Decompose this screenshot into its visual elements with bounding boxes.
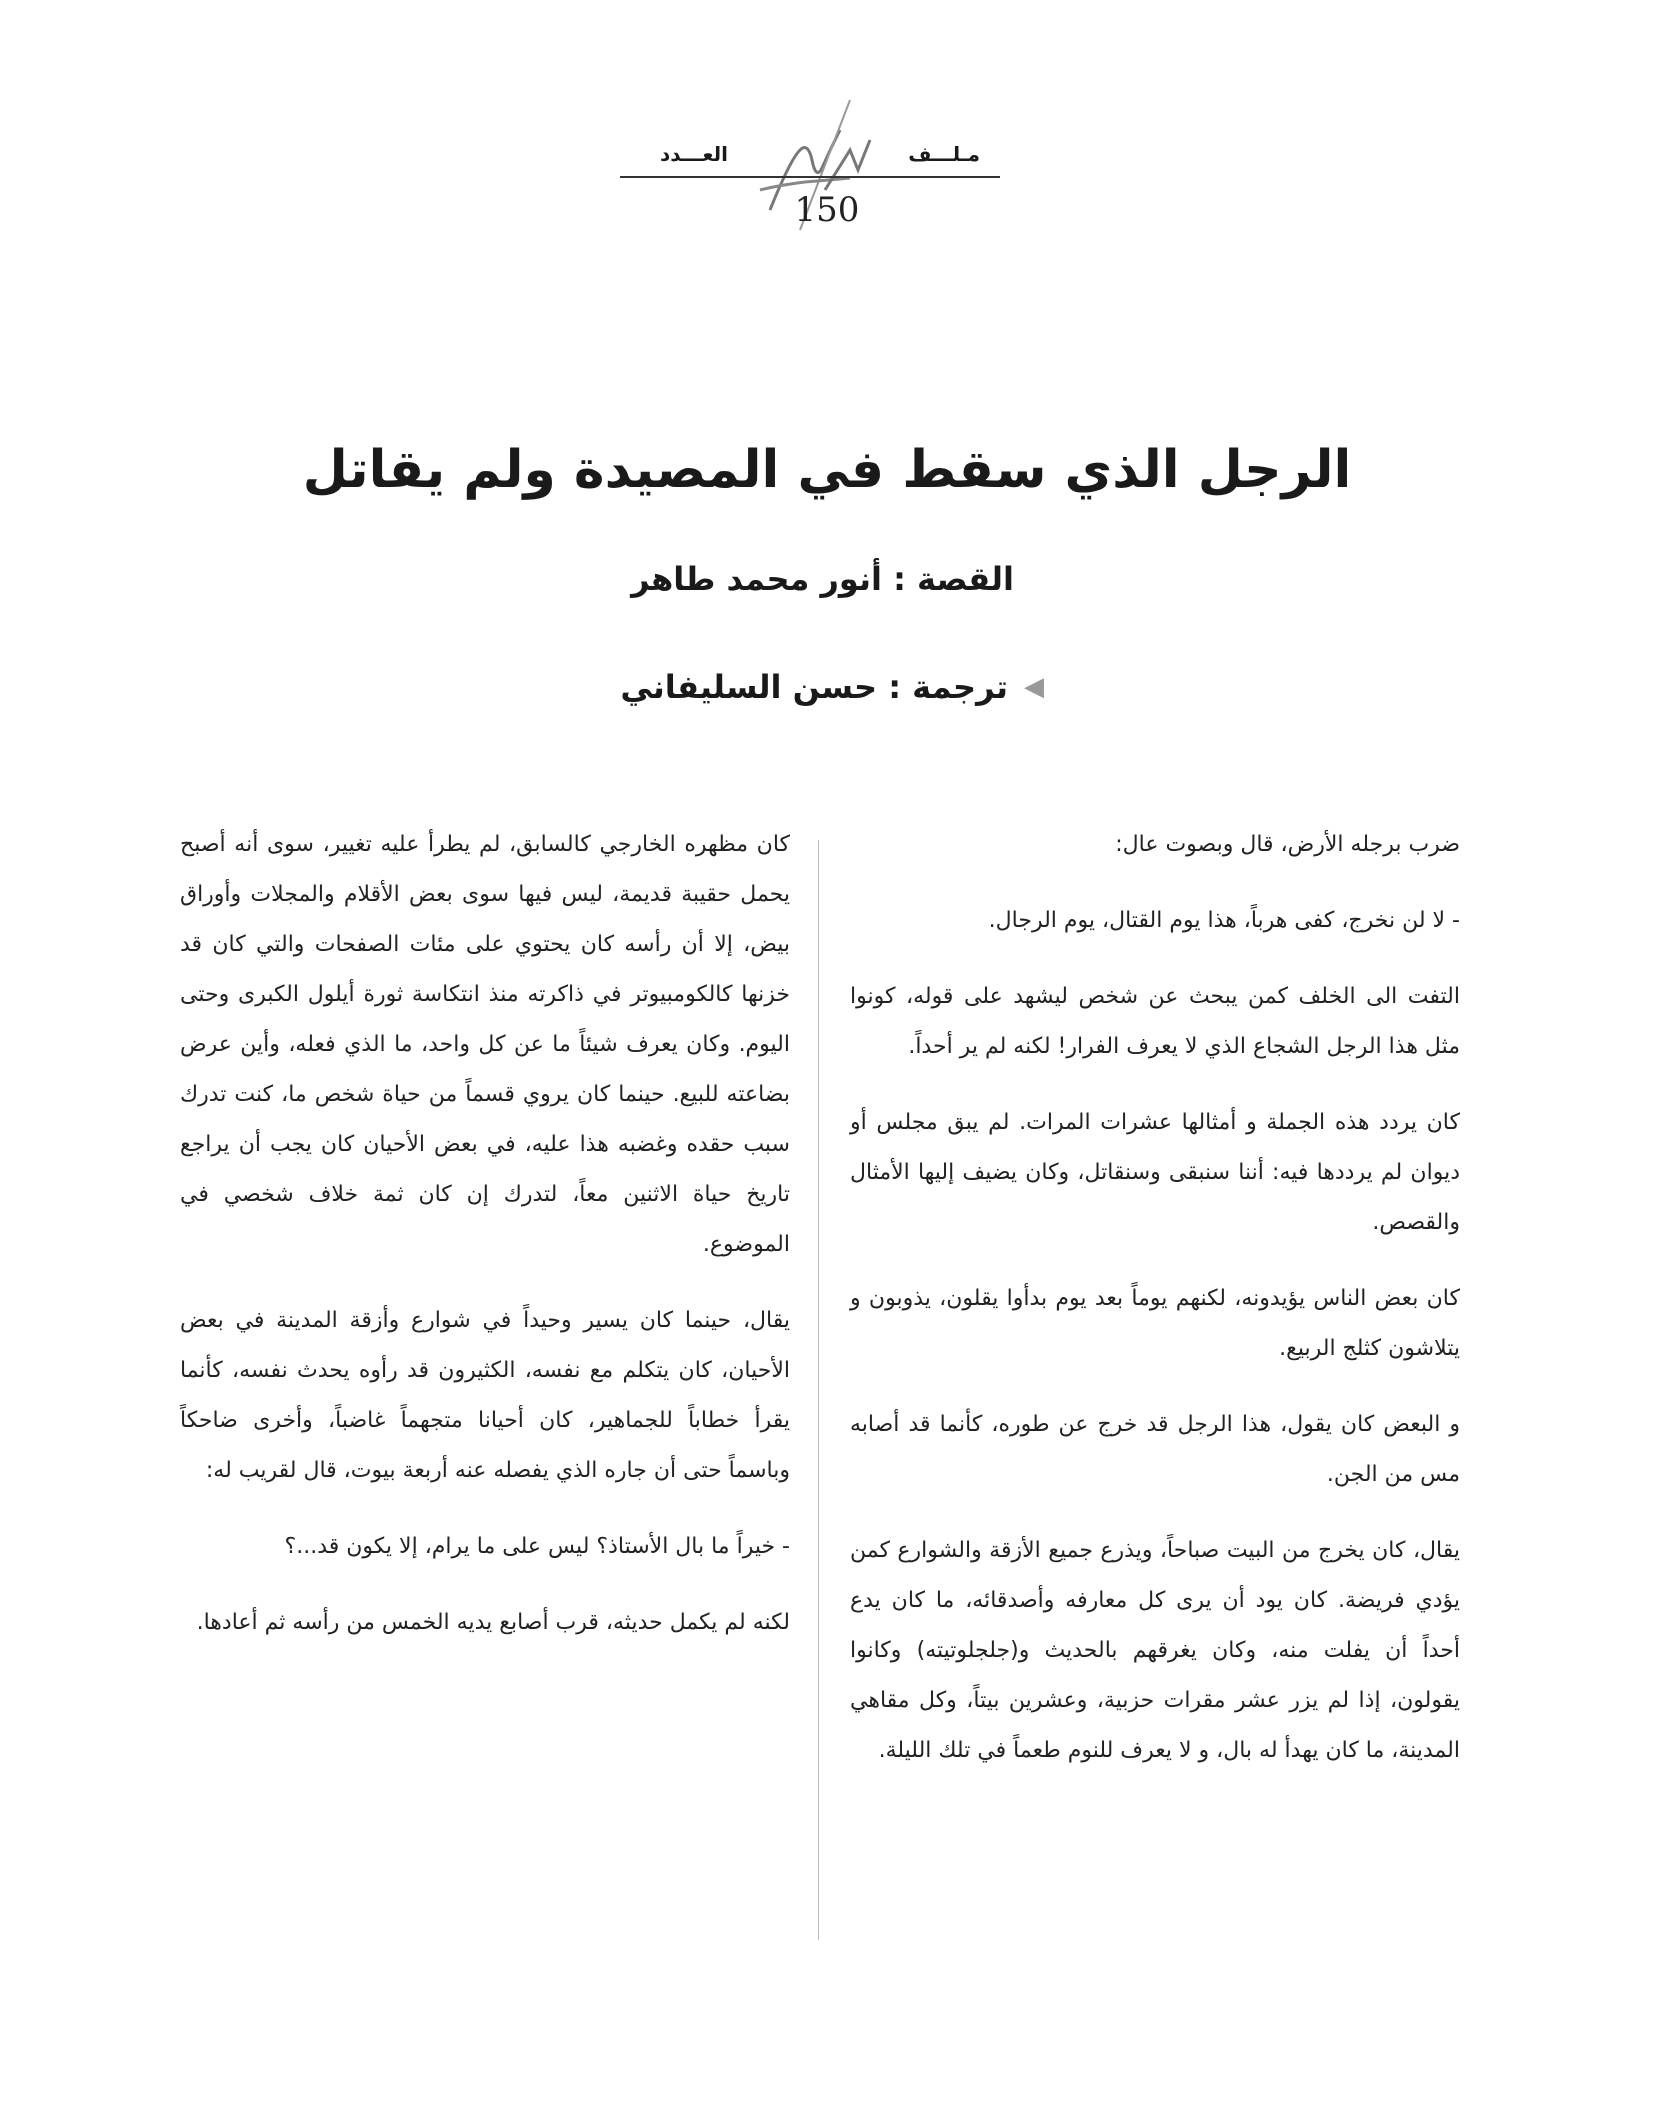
issue-label: العـــدد (660, 142, 728, 166)
triangle-bullet-icon: ◀ (1024, 672, 1044, 702)
article-translator: ترجمة : حسن السليفاني (620, 668, 1008, 706)
column-divider (818, 840, 819, 1940)
section-label: مـلـــف (908, 142, 980, 166)
translator-line (620, 668, 1044, 706)
paragraph: التفت الى الخلف كمن يبحث عن شخص ليشهد على قوله، كونوا مثل هذا الرجل الشجاع الذي لا يعرف الفرار! لكنه لم ير أحداً. (850, 984, 1460, 1059)
paragraph: يقال، كان يخرج من البيت صباحاً، ويذرع جميع الأزقة والشوارع كمن يؤدي فريضة. كان يود أن يرى كل معارفه وأصدقائه، ما كان يدع أحداً أن يفلت منه، وكان يغرقهم بالحديث و(جلجلوتيته) وكانوا يقولون، إذا لم يزر عشر مقرات حزبية، وعشرين بيتاً، وكل مقاهي المدينة، ما كان يهدأ له بال، و لا يعرف للنوم طعماً في تلك الليلة. (850, 1538, 1460, 1763)
paragraph: و البعض كان يقول، هذا الرجل قد خرج عن طوره، كأنما قد أصابه مس من الجن. (850, 1412, 1460, 1487)
page-number: 150 (794, 190, 860, 230)
paragraph: - خيراً ما بال الأستاذ؟ ليس على ما يرام، إلا يكون قد...؟ (284, 1534, 790, 1559)
paragraph: ضرب برجله الأرض، قال وبصوت عال: (1115, 832, 1460, 857)
paragraph: - لا لن نخرج، كفى هرباً، هذا يوم القتال، يوم الرجال. (988, 908, 1460, 933)
header-rule (620, 176, 1000, 178)
paragraph: كان يردد هذه الجملة و أمثالها عشرات المرات. لم يبق مجلس أو ديوان لم يرددها فيه: أننا سنبقى وسنقاتل، وكان يضيف إليها الأمثال والقصص. (850, 1110, 1460, 1235)
left-column (180, 820, 790, 1674)
article-title: الرجل الذي سقط في المصيدة ولم يقاتل (302, 440, 1352, 500)
article-author: القصة : أنور محمد طاهر (631, 560, 1014, 598)
paragraph: كان بعض الناس يؤيدونه، لكنهم يوماً بعد يوم بدأوا يقلون، يذوبون و يتلاشون كثلج الربيع. (850, 1286, 1460, 1361)
right-column (850, 820, 1460, 1802)
paragraph: كان مظهره الخارجي كالسابق، لم يطرأ عليه تغيير، سوى أنه أصبح يحمل حقيبة قديمة، ليس فيها سوى بعض الأقلام والمجلات وأوراق بيض، إلا أن رأسه كان يحتوي على مئات الصفحات والتي كان قد خزنها كالكومبيوتر في ذاكرته منذ انتكاسة ثورة أيلول الكبرى وحتى اليوم. وكان يعرف شيئاً ما عن كل واحد، ما الذي فعله، وأين عرض بضاعته للبيع. حينما كان يروي قسماً من حياة شخص ما، كنت تدرك سبب حقده وغضبه هذا عليه، في بعض الأحيان كان يجب أن يراجع تاريخ حياة الاثنين معاً، لتدرك إن كان ثمة خلاف شخصي في الموضوع. (180, 832, 790, 1257)
paragraph: لكنه لم يكمل حديثه، قرب أصابع يديه الخمس من رأسه ثم أعادها. (196, 1610, 790, 1635)
paragraph: يقال، حينما كان يسير وحيداً في شوارع وأزقة المدينة في بعض الأحيان، كان يتكلم مع نفسه، الكثيرون قد رأوه يحدث نفسه، كأنما يقرأ خطاباً للجماهير، كان أحيانا متجهماً غاضباً، وأخرى ضاحكاً وباسماً حتى أن جاره الذي يفصله عنه أربعة بيوت، قال لقريب له: (180, 1308, 790, 1483)
